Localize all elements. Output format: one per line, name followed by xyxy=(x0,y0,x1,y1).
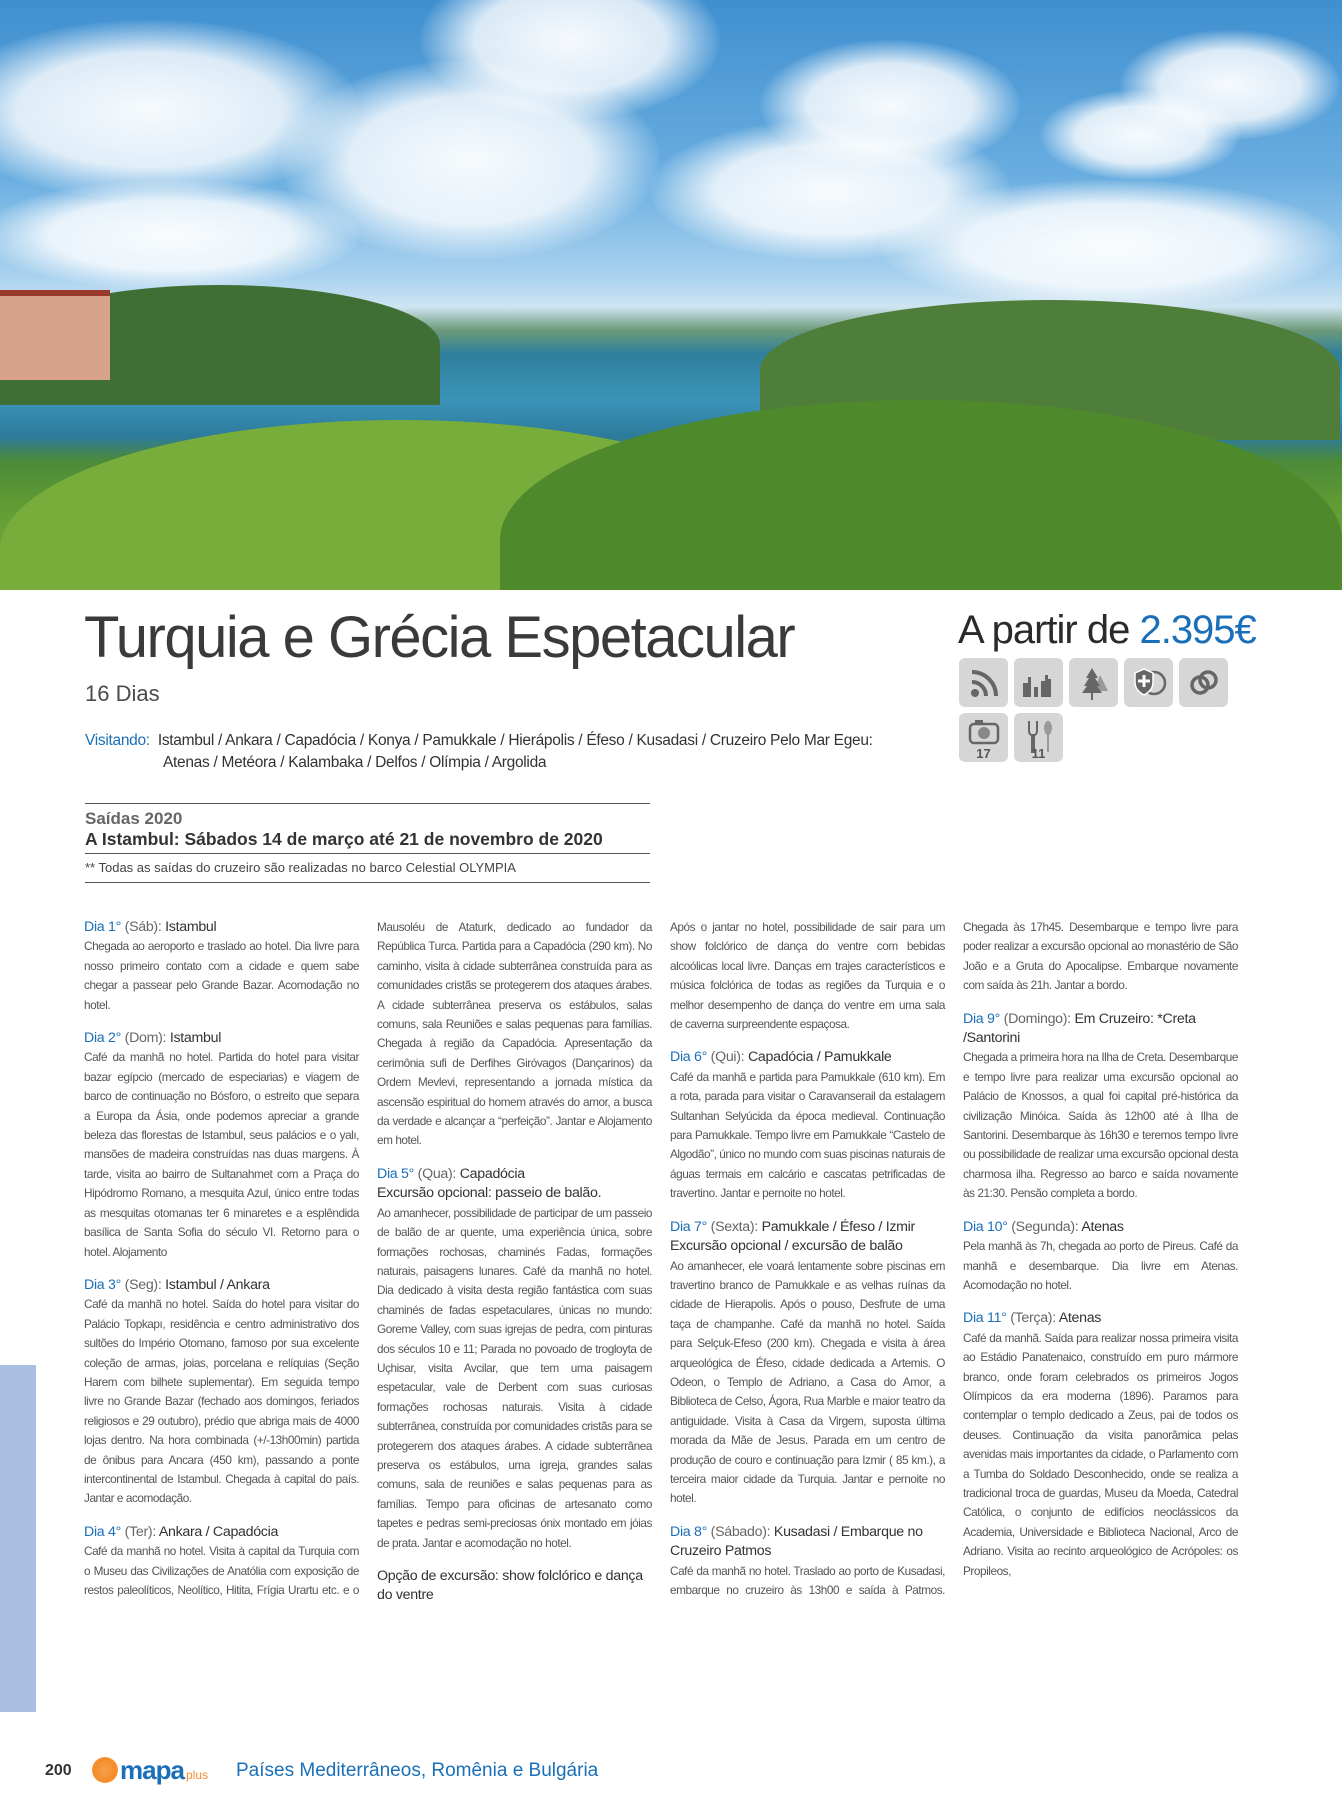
day-description: Após o jantar no hotel, possibilidade de sair para um show folclórico de dança do ventre com bebidas alcoólicas local livre. Danças em trajes característicos e música folclórica de todas as regiões da Turquia e o melhor desempenho de dança do ventre em uma sala de caverna surpreendente espaçosa. xyxy=(670,920,945,1032)
day-heading xyxy=(670,1523,945,1562)
visiting-line-2: Atenas / Metéora / Kalambaka / Delfos / Olímpia / Argolida xyxy=(163,754,547,771)
day-places: Capadócia / Pamukkale xyxy=(747,1049,892,1066)
day-places: Capadócia xyxy=(459,1165,525,1182)
day-description: Pela manhã às 7h, chegada ao porto de Pireus. Café da manhã e desembarque. Dia livre em Atenas. Acomodação no hotel. xyxy=(963,1239,1238,1292)
day-places: Istambul xyxy=(169,1030,222,1047)
day-weekday: (Dom): xyxy=(124,1030,167,1047)
trip-duration: 16 Dias xyxy=(85,681,160,706)
departures-dates: A Istambul: Sábados 14 de março até 21 de novembro de 2020 xyxy=(85,829,650,854)
itinerary-day xyxy=(670,1218,945,1509)
day-places: Em Cruzeiro: *Creta /Santorini xyxy=(963,1010,1196,1047)
day-number: Dia 1° xyxy=(84,919,121,935)
day-optional-excursion: Excursão opcional: passeio de balão. xyxy=(377,1185,602,1202)
day-weekday: (Ter): xyxy=(124,1523,156,1540)
day-weekday: (Segunda): xyxy=(1011,1218,1079,1235)
camera-icon xyxy=(959,713,1008,762)
day-number: Dia 10° xyxy=(963,1218,1008,1235)
day-places: Istambul xyxy=(165,919,217,935)
page-number: 200 xyxy=(45,1762,72,1779)
day-number: Dia 6° xyxy=(670,1049,707,1066)
day-weekday: (Sábado): xyxy=(710,1523,771,1540)
itinerary-day xyxy=(377,1165,652,1553)
itinerary-day xyxy=(84,918,359,1015)
day-description: Chegada ao aeroporto e traslado ao hotel. Dia livre para nosso primeiro contato com a cidade e quem sabe chegar a passear pelo Grande Bazar. Acomodação no hotel. xyxy=(84,939,359,1012)
day-description: Café da manhã. Saída para realizar nossa primeira visita ao Estádio Panatenaico, construído em puro mármore branco, onde foram celebrados os primeiros Jogos Olímpicos da era moderna (1896). Paramos para contemplar o templo dedicado a Zeus, pai de todos os deuses. Continuação da visita panorâmica pelas avenidas mais importantes da cidade, o Parlamento com a Tumba do Soldado Desconhecido, onde se realiza a tradicional troca de guardas, Museu da Moeda, Catedral Católica, o conjunto de edifícios neoclássicos da Academia, Universidade e Biblioteca Nacional, Arco de Adriano. Visita ao recinto arqueológico de Acrópoles: os Propileos, xyxy=(963,1330,1238,1578)
day-number: Dia 7° xyxy=(670,1218,707,1235)
day-heading xyxy=(84,1029,359,1048)
day-description: Café da manhã no hotel. Partida do hotel para visitar bazar egípcio (mercado de especiarias) e viagem de barco de continuação no Bósforo, o estreito que separa a Europa da Ásia, onde podemos apreciar a grande beleza das florestas de Istambul, seus palácios e o yalı, mansões de madeira construídas nas duas margens. À tarde, visita ao bairro de Sultanahmet com a Praça do Hipódromo Romano, a mesquita Azul, único entre todas as mesquitas otomanas ter 6 minaretes e a esplêndida basílica de Santa Sofia do século VI. Retorno para o hotel. Alojamento xyxy=(84,1050,359,1259)
section-title: Países Mediterrâneos, Romênia e Bulgária xyxy=(236,1760,599,1781)
day-description: Ao amanhecer, ele voará lentamente sobre piscinas em travertino branco de Pamukkale e as velhas ruínas da cidade de Hierapolis. Após o pouso, Desfrute de uma taça de champanhe. Café da manhã no hotel. Saída para Selçuk-Efeso (200 km). Chegada e visita à área arqueológica de Éfeso, cidade dedicada a Artemis. O Odeon, o Templo de Adriano, a Casa do Amor, a Biblioteca de Celso, Ágora, Rua Marble e maior teatro da antiguidade. Visita à Casa da Virgem, suposta última morada da Mãe de Jesus. Parada em um centro de produção de couro e continuação para Izmir ( 85 km.), a terceira maior cidade da Turquia. Jantar e pernoite no hotel. xyxy=(670,1258,945,1506)
day-optional-excursion: Excursão opcional / excursão de balão xyxy=(670,1238,903,1255)
departures-box xyxy=(85,803,650,883)
day-places: Istambul / Ankara xyxy=(165,1276,270,1293)
departures-title: Saídas 2020 xyxy=(85,809,183,828)
day-description: Chegada a primeira hora na Ilha de Creta. Desembarque e tempo livre para realizar uma excursão opcional ao Palácio de Knossos, a qual foi capital pré-histórica da civilização Minóica. Saída às 12h00 até à Ilha de Santorini. Desembarque às 16h30 e teremos tempo livre ou possibilidade de realizar uma excursão opcional desta charmosa ilha. Regresso ao barco e saída novamente às 21:30. Pensão completa a bordo. xyxy=(963,1050,1238,1201)
day-weekday: (Sáb): xyxy=(124,919,162,935)
day-heading xyxy=(670,1218,945,1237)
side-color-tab xyxy=(0,1365,36,1712)
day-heading xyxy=(84,1523,359,1542)
day-weekday: (Domingo): xyxy=(1003,1010,1071,1027)
day-description: Café da manhã no hotel. Traslado ao porto de Kusadasi, embarque no cruzeiro às 13h00 e saída à Patmos. Chegada às 17h45. Desembarque e tempo livre para poder realizar a excursão opcional ao monastério de São João e a Gruta do Apocalipse. Embarque novamente com saída às 21h. Jantar a bordo. xyxy=(670,920,1238,1597)
day-heading xyxy=(84,1276,359,1295)
day-description: Café da manhã no hotel. Visita à capital da Turquia com o Museu das Civilizações de Anatólia com exposição de restos paleolíticos, Neolítico, Hitita, Frígia Urartu etc. e o Mausoléu de Ataturk, dedicado ao fundador da República Turca. Partida para a Capadócia (290 km). No caminho, visita à cidade subterrânea construída para as comunidades cristãs se protegerem dos ataques árabes. A cidade subterrânea preserva os estábulos, salas comuns, sala Reuniões e salas pequenas para famílias. Chegada à região da Capadócia. Apresentação da cerimônia sufi de Derfihes Giróvagos (Dançarinos) da Ordem Mevlevi, representando a jornada mística da ascensão espiritual do homem através do amor, a busca da verdade e alcançar a “perfeição”. Jantar e Alojamento em hotel. xyxy=(84,920,652,1597)
day-weekday: (Terça): xyxy=(1010,1310,1056,1327)
price-label xyxy=(958,608,1256,653)
visiting-label: Visitando: xyxy=(85,732,150,749)
brand-logo-suffix: plus xyxy=(186,1768,209,1782)
page-title: Turquia e Grécia Espetacular xyxy=(84,605,795,670)
day-heading xyxy=(963,1010,1238,1049)
day-description: Café da manhã e partida para Pamukkale (610 km). Em a rota, parada para visitar o Caravanserail da estalagem Sultanhan Selyúcida da época medieval. Continuação para Pamukkale. Tempo livre em Pamukkale “Castelo de Algodão”, único no mundo com suas piscinas naturais de águas termais em calcário e cascatas petrificadas de travertino. Jantar e pernoite no hotel. xyxy=(670,1069,945,1201)
page-footer xyxy=(0,1754,700,1788)
day-places: Kusadasi / Embarque no Cruzeiro Patmos xyxy=(670,1523,923,1560)
brand-logo: mapa xyxy=(120,1755,184,1785)
day-places: Pamukkale / Éfeso / Izmir xyxy=(761,1218,915,1235)
city-icon xyxy=(1014,658,1063,707)
day-heading xyxy=(377,1165,652,1184)
itinerary-day xyxy=(670,1048,945,1203)
house-illustration xyxy=(0,290,110,380)
day-heading xyxy=(84,918,359,937)
price-amount: 2.395€ xyxy=(1139,608,1256,652)
day-places: Atenas xyxy=(1058,1310,1102,1327)
meal-count: 11 xyxy=(1031,746,1046,761)
day-number: Dia 3° xyxy=(84,1276,121,1293)
day-weekday: (Qui): xyxy=(710,1049,745,1066)
day-number: Dia 5° xyxy=(377,1165,414,1182)
itinerary-day xyxy=(963,1309,1238,1581)
day-heading xyxy=(963,1309,1238,1328)
day-weekday: (Sexta): xyxy=(710,1218,758,1235)
day-number: Dia 2° xyxy=(84,1030,121,1047)
day-heading xyxy=(963,1218,1238,1237)
rings-icon xyxy=(1179,658,1228,707)
day-number: Dia 4° xyxy=(84,1523,121,1540)
amenity-icons xyxy=(959,658,1239,762)
visiting-list xyxy=(85,730,945,774)
itinerary-day xyxy=(963,1218,1238,1296)
hero-photo-bosphorus xyxy=(0,0,1342,590)
itinerary-day xyxy=(84,1276,359,1509)
itinerary-day xyxy=(84,1029,359,1262)
day-places: Ankara / Capadócia xyxy=(158,1523,279,1540)
day-number: Dia 8° xyxy=(670,1523,707,1540)
day-number: Dia 9° xyxy=(963,1010,1000,1027)
day-description: Ao amanhecer, possibilidade de participar de um passeio de balão de ar quente, uma experiência única, sobre formações rochosas, chaminés Fadas, formações naturais, paisagens lunares. Café da manhã no hotel. Dia dedicado à visita desta região fantástica com suas chaminés de fadas espetaculares, únicas no mundo: Goreme Valley, com suas igrejas de pedra, com pinturas dos séculos 10 e 11; Parada no povoado de trogloyta de Uçhisar, visita Avcilar, que tem uma paisagem espetacular, vale de Derbent com suas curiosas formações rochosas naturais. Visita à cidade subterrânea, construída por comunidades cristãs para se protegerem dos ataques árabes. A cidade subterrânea preserva os estábulos, uma igreja, grandes salas comuns, sala de reuniões e salas pequenas para as famílias. Tempo para oficinas de artesanato como tapetes e pedras semi-preciosas ónix montado em jóias de prata. Jantar e acomodação no hotel. xyxy=(377,1205,652,1550)
itinerary-day xyxy=(963,1010,1238,1204)
day-description: Café da manhã no hotel. Saída do hotel para visitar do Palácio Topkapı, residência e centro administrativo dos sultões do Império Otomano, famoso por sua excelente coleção de armas, joias, porcelana e relíquias (Seção Harem com bilhete suplementar). Em seguida tempo livre no Grande Bazar (fechado aos domingos, feriados religiosos e 29 outubro), prédio que abriga mais de 4000 lojas dentro. Na hora combinada (+/-13h00min) partida de ônibus para Ancara (450 km), passando a ponte intercontinental de Istambul. Chegada à capital do país. Jantar e acomodação. xyxy=(84,1297,359,1506)
day-places: Atenas xyxy=(1081,1218,1124,1235)
brand-logo-sun-icon xyxy=(92,1757,118,1783)
meals-icon xyxy=(1014,713,1063,762)
itinerary xyxy=(84,918,1238,1606)
visiting-line-1: Istambul / Ankara / Capadócia / Konya / Pamukkale / Hierápolis / Éfeso / Kusadasi / Cruzeiro Pelo Mar Egeu: xyxy=(157,732,873,749)
day-weekday: (Qua): xyxy=(417,1165,457,1182)
camera-visit-count: 17 xyxy=(976,746,991,761)
insurance-icon xyxy=(1124,658,1173,707)
nature-icon xyxy=(1069,658,1118,707)
day-weekday: (Seg): xyxy=(124,1276,162,1293)
price-prefix: A partir de xyxy=(958,608,1130,652)
day-optional-excursion: Opção de excursão: show folclórico e dança do ventre xyxy=(377,1568,643,1604)
day-number: Dia 11° xyxy=(963,1310,1007,1327)
day-heading xyxy=(670,1048,945,1067)
departures-note: ** Todas as saídas do cruzeiro são realizadas no barco Celestial OLYMPIA xyxy=(85,854,650,883)
wifi-icon xyxy=(959,658,1008,707)
